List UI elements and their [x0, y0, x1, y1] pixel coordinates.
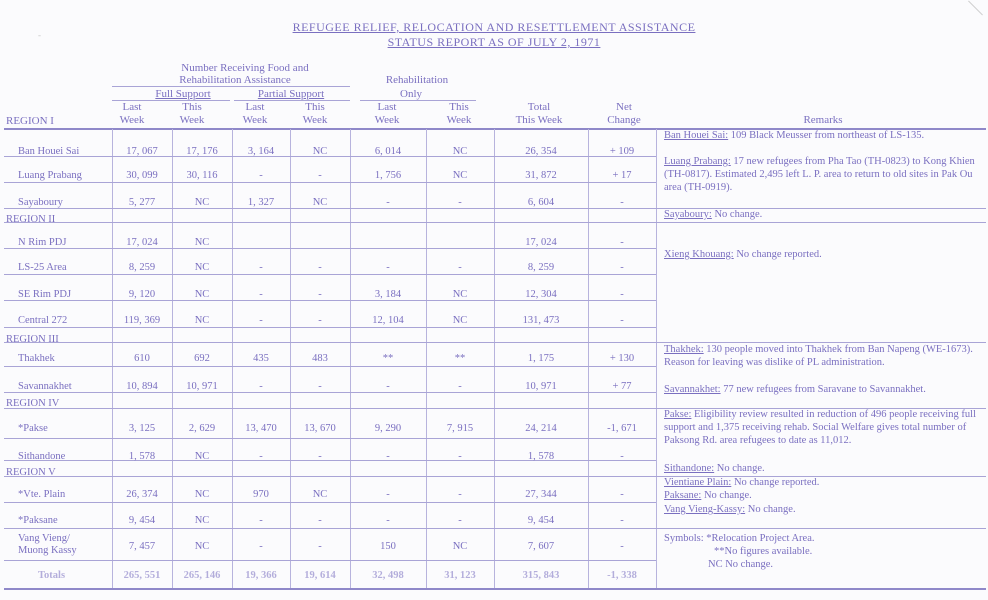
cell-pt: - [318, 541, 322, 552]
cell-rl: ** [382, 353, 394, 364]
cell-pl: 19, 366 [245, 570, 277, 581]
cell-fl: 17, 024 [126, 237, 158, 248]
cell-net: - [620, 197, 624, 208]
cell-ft: NC [194, 315, 210, 326]
cell-rt: 7, 915 [446, 423, 474, 434]
header-rt: This Week [446, 101, 472, 126]
report-title: REFUGEE RELIEF, RELOCATION AND RESETTLEMENT ASSISTANCE [292, 20, 696, 34]
bottom-rule [4, 588, 986, 590]
cell-fl: 265, 551 [123, 570, 161, 581]
cell-rt: NC [452, 289, 468, 300]
cell-fl: 30, 099 [126, 170, 158, 181]
cell-pl: 435 [253, 353, 269, 364]
cell-fl: 7, 457 [128, 541, 156, 552]
row-label: *Vte. Plain [18, 489, 66, 500]
cell-ft: NC [194, 515, 210, 526]
cell-rt: NC [452, 541, 468, 552]
header-remarks: Remarks [803, 114, 843, 126]
cell-rt: - [458, 515, 462, 526]
row-label: *Paksane [18, 515, 58, 526]
cell-rl: 1, 756 [374, 170, 402, 181]
cell-pl: - [259, 289, 263, 300]
cell-fl: 17, 067 [126, 146, 158, 157]
cell-fl: 3, 125 [128, 423, 156, 434]
cell-net: -1, 671 [607, 423, 637, 434]
cell-net: - [620, 489, 624, 500]
cell-ft: NC [194, 262, 210, 273]
header-group-food2: Rehabilitation Assistance [179, 74, 291, 86]
cell-net: - [620, 262, 624, 273]
cell-pl: - [259, 315, 263, 326]
cell-ft: 17, 176 [186, 146, 218, 157]
row-divider [4, 274, 656, 275]
cell-rl: 6, 014 [374, 146, 402, 157]
cell-tot: 10, 971 [525, 381, 557, 392]
cell-pl: 1, 327 [247, 197, 275, 208]
region-heading: REGION IV [6, 398, 60, 409]
cell-ft: 30, 116 [186, 170, 218, 181]
cell-rl: 9, 290 [374, 423, 402, 434]
cell-rt: - [458, 262, 462, 273]
report-subtitle: STATUS REPORT AS OF JULY 2, 1971 [387, 35, 601, 49]
remark-sithandone: Sithandone: No change. [664, 463, 765, 474]
cell-rl: 150 [380, 541, 396, 552]
cell-fl: 9, 454 [128, 515, 156, 526]
row-divider [4, 502, 656, 503]
remark-paksane: Paksane: No change. [664, 490, 752, 501]
remark-thakhek: Thakhek: 130 people moved into Thakhek from Ban Napeng (WE-1673). Reason for leaving was dislike of PL administration. [664, 344, 973, 368]
cell-ft: NC [194, 451, 210, 462]
cell-ft: NC [194, 237, 210, 248]
cell-tot: 31, 872 [525, 170, 557, 181]
cell-tot: 12, 304 [525, 289, 557, 300]
cell-fl: 119, 369 [123, 315, 161, 326]
row-divider [4, 528, 986, 529]
cell-rl: 32, 498 [372, 570, 404, 581]
symbols-no-figures: **No figures available. [714, 546, 813, 557]
cell-pl: - [259, 515, 263, 526]
cell-net: - [620, 541, 624, 552]
cell-rl: 12, 104 [372, 315, 404, 326]
cell-pl: - [259, 170, 263, 181]
region-heading: REGION II [6, 214, 56, 225]
cell-tot: 26, 354 [525, 146, 557, 157]
header-net: Net Change [607, 101, 641, 126]
cell-pl: 3, 164 [247, 146, 275, 157]
cell-fl: 10, 894 [126, 381, 158, 392]
cell-fl: 9, 120 [128, 289, 156, 300]
row-divider [4, 560, 656, 561]
cell-pt: NC [312, 489, 328, 500]
cell-fl: 1, 578 [128, 451, 156, 462]
row-divider [4, 366, 656, 367]
cell-tot: 27, 344 [525, 489, 557, 500]
cell-net: + 130 [609, 353, 635, 364]
header-region-col: REGION I [6, 115, 54, 127]
cell-rl: - [386, 489, 390, 500]
header-partial-support: Partial Support [257, 88, 325, 100]
cell-rl: - [386, 197, 390, 208]
cell-pt: NC [312, 197, 328, 208]
region-heading: REGION V [6, 467, 56, 478]
cell-rt: - [458, 451, 462, 462]
remark-vientiane-plain: Vientiane Plain: No change reported. [664, 477, 820, 488]
remark-sayaboury: Sayaboury: No change. [664, 209, 763, 220]
cell-pl: - [259, 451, 263, 462]
row-label [18, 533, 77, 557]
row-divider [4, 438, 656, 439]
cell-pt: - [318, 262, 322, 273]
cell-ft: 2, 629 [188, 423, 216, 434]
cell-rt: - [458, 489, 462, 500]
cell-fl: 5, 277 [128, 197, 156, 208]
underline-full [112, 100, 230, 101]
cell-net: - [620, 451, 624, 462]
cell-rt: NC [452, 146, 468, 157]
cell-pt: 483 [312, 353, 328, 364]
cell-rt: 31, 123 [444, 570, 476, 581]
remark-luang-prabang: Luang Prabang: 17 new refugees from Pha Tao (TH-0823) to Kong Khien (TH-0817). Estimated 2,495 left L. P. area to return to old sites in Pak Ou area (TH-0919). [664, 156, 975, 193]
remark-pakse: Pakse: Eligibility review resulted in reduction of 496 people receiving full support and 1,375 receiving rehab. Social Welfare gives total number of Paksong Rd. area refugees to date as 11,012. [664, 409, 977, 446]
cell-rt: NC [452, 315, 468, 326]
cell-fl: 610 [134, 353, 150, 364]
cell-pt: - [318, 381, 322, 392]
cell-tot: 1, 175 [527, 353, 555, 364]
cell-pl: - [259, 541, 263, 552]
row-label: LS-25 Area [18, 262, 67, 273]
region-heading: REGION III [6, 334, 59, 345]
row-divider [4, 300, 656, 301]
cell-pt: NC [312, 146, 328, 157]
symbols-no-change: NC No change. [708, 559, 774, 570]
remark-savannakhet: Savannakhet: 77 new refugees from Saravane to Savannakhet. [664, 384, 926, 395]
cell-tot: 6, 604 [527, 197, 555, 208]
remark-vang-vieng: Vang Vieng-Kassy: No change. [664, 504, 796, 515]
cell-ft: 265, 146 [183, 570, 221, 581]
cell-ft: NC [194, 541, 210, 552]
row-label: Savannakhet [18, 381, 72, 392]
cell-tot: 131, 473 [522, 315, 560, 326]
cell-rt: - [458, 197, 462, 208]
row-divider [4, 248, 656, 249]
cell-ft: 692 [194, 353, 210, 364]
stray-mark: - [38, 30, 41, 40]
row-label: SE Rim PDJ [18, 289, 72, 300]
header-rl: Last Week [374, 101, 400, 126]
row-label: Ban Houei Sai [18, 146, 80, 157]
row-label: Luang Prabang [18, 170, 82, 181]
cell-net: + 77 [612, 381, 632, 392]
header-rehab-only: Only [400, 88, 422, 100]
cell-pl: 970 [253, 489, 269, 500]
cell-rl: - [386, 451, 390, 462]
cell-pt: 13, 670 [304, 423, 336, 434]
cell-fl: 8, 259 [128, 262, 156, 273]
row-divider [4, 182, 656, 183]
cell-net: - [620, 237, 624, 248]
row-label: *Pakse [18, 423, 48, 434]
cell-fl: 26, 374 [126, 489, 158, 500]
cell-ft: 10, 971 [186, 381, 218, 392]
header-ft: This Week [179, 101, 205, 126]
cell-net: - [620, 315, 624, 326]
row-label: N Rim PDJ [18, 237, 67, 248]
cell-net: + 17 [612, 170, 632, 181]
cell-tot: 17, 024 [525, 237, 557, 248]
cell-rl: - [386, 515, 390, 526]
corner-fold-mark [968, 1, 983, 16]
cell-ft: NC [194, 489, 210, 500]
header-total: Total This Week [515, 101, 563, 126]
cell-ft: NC [194, 289, 210, 300]
cell-net: - [620, 289, 624, 300]
cell-pt: - [318, 451, 322, 462]
row-label: Sayaboury [18, 197, 63, 208]
header-group-food: Number Receiving Food and [181, 62, 309, 74]
cell-tot: 8, 259 [527, 262, 555, 273]
cell-pt: - [318, 289, 322, 300]
underline-partial [234, 100, 350, 101]
cell-pt: - [318, 170, 322, 181]
cell-rl: - [386, 381, 390, 392]
row-label-line1: Vang Vieng/ [18, 533, 70, 544]
underline-food [112, 86, 350, 87]
cell-pt: - [318, 315, 322, 326]
row-divider [4, 392, 656, 393]
row-label-line2: Muong Kassy [18, 545, 77, 556]
cell-net: + 109 [609, 146, 635, 157]
cell-pt: - [318, 515, 322, 526]
cell-rl: 3, 184 [374, 289, 402, 300]
cell-tot: 24, 214 [525, 423, 557, 434]
cell-rt: NC [452, 170, 468, 181]
cell-tot: 1, 578 [527, 451, 555, 462]
header-pl: Last Week [242, 101, 268, 126]
row-label: Sithandone [18, 451, 66, 462]
cell-pt: 19, 614 [304, 570, 336, 581]
symbols-legend: Symbols: *Relocation Project Area. [664, 533, 815, 544]
cell-tot: 9, 454 [527, 515, 555, 526]
remark-ban-houei-sai: Ban Houei Sai: 109 Black Meusser from northeast of LS-135. [664, 130, 925, 141]
row-divider [4, 327, 656, 328]
cell-net: -1, 338 [607, 570, 637, 581]
header-pt: This Week [302, 101, 328, 126]
cell-pl: - [259, 381, 263, 392]
header-rehab: Rehabilitation [385, 74, 449, 86]
row-label: Thakhek [18, 353, 55, 364]
cell-rt: - [458, 381, 462, 392]
cell-tot: 315, 843 [522, 570, 560, 581]
cell-rl: - [386, 262, 390, 273]
cell-ft: NC [194, 197, 210, 208]
row-divider [4, 222, 986, 223]
row-label: Central 272 [18, 315, 68, 326]
cell-tot: 7, 607 [527, 541, 555, 552]
cell-pl: 13, 470 [245, 423, 277, 434]
cell-rt: ** [454, 353, 466, 364]
cell-net: - [620, 515, 624, 526]
header-full-support: Full Support [155, 88, 211, 100]
totals-label: Totals [38, 570, 66, 581]
remark-xieng-khouang: Xieng Khouang: No change reported. [664, 249, 822, 260]
header-fl: Last Week [119, 101, 145, 126]
cell-pl: - [259, 262, 263, 273]
underline-rehab [360, 100, 476, 101]
